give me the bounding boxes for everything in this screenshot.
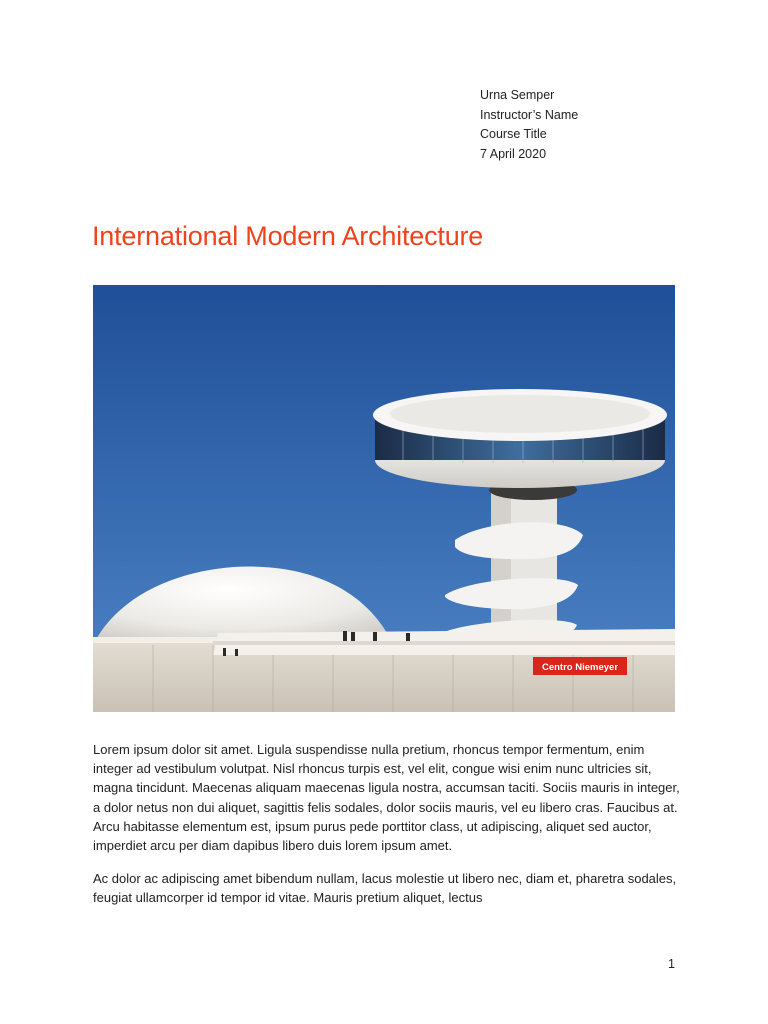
hero-image <box>93 285 675 712</box>
author-name: Urna Semper <box>480 88 555 102</box>
page-number: 1 <box>668 957 675 971</box>
document-date: 7 April 2020 <box>480 146 547 161</box>
disc-building <box>373 389 667 488</box>
page-title: International Modern Architecture <box>92 221 484 251</box>
course-title: Course Title <box>480 127 547 141</box>
paragraph-1: Lorem ipsum dolor sit amet. Ligula suspendisse nulla pretium, rhoncus tempor fermentum, enim integer ad vestibulum volutpat. Nisl rhoncus turpis est, vel elit, congue wisi enim nunc ultricies sit, magna tincidunt. Maecenas aliquam maecenas ligula nostra, accumsan taciti. Sociis mauris in integer, a dolor netus non dui aliquet, sagittis felis sodales, dolor sociis mauris, vel eu libero cras. Faucibus at. Arcu habitasse elementum est, ipsum purus pede porttitor class, ut adipiscing, aliquet sed auctor, imperdiet arcu per diam dapibus libero duis lorem ipsum amet. <box>93 742 680 854</box>
instructor-name: Instructor’s Name <box>480 107 579 122</box>
hero-illustration <box>93 285 675 712</box>
paragraph-2: Ac dolor ac adipiscing amet bibendum nullam, lacus molestie ut libero nec, diam et, pharetra sodales, feugiat ullamcorper id tempor id vitae. Mauris pretium aliquet, lectus <box>93 871 677 906</box>
body-text <box>93 740 683 922</box>
document-header <box>480 86 740 164</box>
sign-text: Centro Niemeyer <box>541 662 619 673</box>
sign <box>533 657 627 675</box>
